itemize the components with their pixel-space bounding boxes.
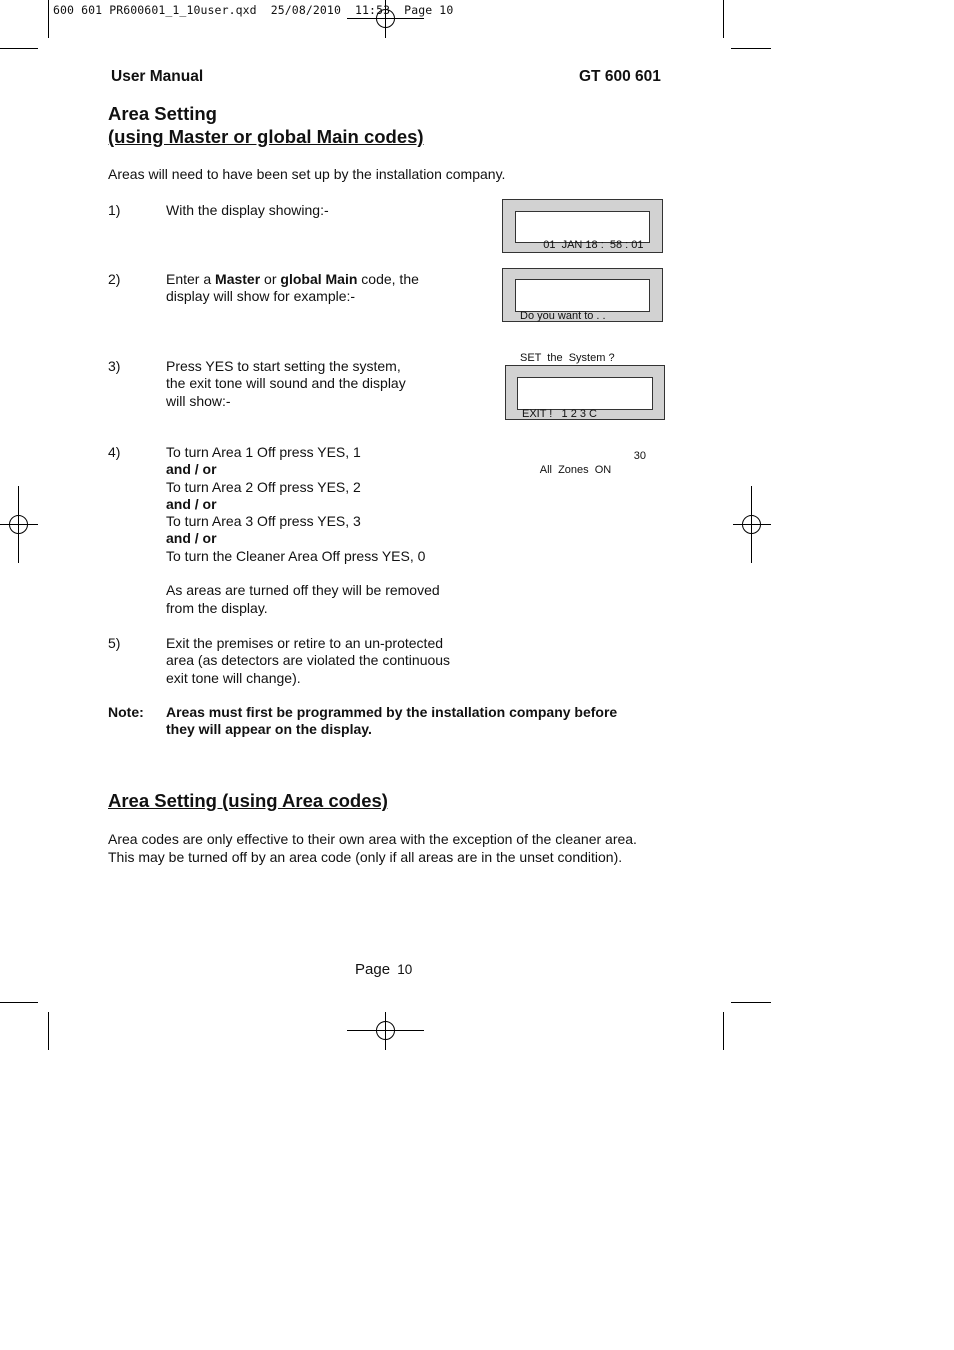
step-4-and-or: and / or	[166, 530, 217, 547]
step-5-text	[166, 635, 450, 687]
step-2-mid: or	[260, 271, 281, 287]
note-label: Note:	[108, 704, 144, 720]
display-3-line2-right: 30	[633, 450, 646, 462]
step-4-number: 4)	[108, 444, 121, 460]
page-label: Page	[355, 961, 391, 978]
section2-title: Area Setting (using Area codes)	[108, 790, 388, 811]
step-4-text	[166, 444, 440, 617]
step-2-pre: Enter a	[166, 271, 216, 287]
section2-body	[108, 831, 637, 866]
step-4-spacer	[166, 565, 440, 582]
section2-line: Area codes are only effective to their own area with the exception of the cleaner area.	[108, 831, 637, 847]
step-2-text	[166, 271, 419, 306]
step-2-bold-master: Master	[215, 271, 261, 287]
step-1-text: With the display showing:-	[166, 202, 329, 218]
display-2-line2: SET the System ?	[520, 352, 615, 364]
section1-title-line1: Area Setting	[108, 103, 217, 124]
header-right: GT 600 601	[579, 68, 661, 85]
step-5-line: area (as detectors are violated the continuous	[166, 652, 451, 669]
step-4-line: To turn the Cleaner Area Off press YES, 0	[166, 547, 426, 564]
display-1-line1: 01 JAN 18 : 58 : 01	[543, 239, 644, 251]
step-4-line: from the display.	[166, 599, 268, 616]
file-slug: 600 601 PR600601_1_10user.qxd 25/08/2010 11:53 Page 10	[53, 3, 454, 17]
step-4-line: To turn Area 3 Off press YES, 3	[166, 513, 361, 530]
step-2-bold-global-main: global Main	[280, 271, 358, 287]
note-line: they will appear on the display.	[166, 721, 372, 738]
display-3-line2-left: All Zones ON	[539, 464, 612, 476]
step-4-line: To turn Area 2 Off press YES, 2	[166, 478, 361, 495]
display-3-line1: EXIT ! 1 2 3 C	[522, 408, 597, 420]
section2-line: This may be turned off by an area code (only if all areas are in the unset condition).	[108, 848, 623, 865]
section1-title	[108, 102, 424, 148]
step-5-line: Exit the premises or retire to an un-protected	[166, 635, 444, 651]
header-left: User Manual	[111, 68, 204, 85]
display-1-screen	[515, 211, 650, 251]
display-1	[502, 199, 663, 253]
step-4-line: As areas are turned off they will be removed	[166, 582, 440, 599]
step-2-number: 2)	[108, 271, 121, 287]
step-3-text	[166, 358, 406, 410]
step-2-line2: display will show for example:-	[166, 288, 356, 305]
section1-intro: Areas will need to have been set up by the installation company.	[108, 166, 506, 182]
step-5-number: 5)	[108, 635, 121, 651]
step-2-post: code, the	[357, 271, 419, 287]
note-line: Areas must first be programmed by the installation company before	[166, 704, 618, 720]
step-3-line: the exit tone will sound and the display	[166, 375, 406, 392]
step-3-number: 3)	[108, 358, 121, 374]
display-2	[502, 268, 663, 364]
section1-title-line2: (using Master or global Main codes)	[108, 126, 424, 147]
step-4-and-or: and / or	[166, 461, 217, 478]
page-number: 10	[397, 962, 413, 977]
note-text	[166, 704, 617, 739]
step-4-line: To turn Area 1 Off press YES, 1	[166, 444, 361, 460]
page-footer	[355, 961, 412, 978]
step-1-number: 1)	[108, 202, 121, 218]
step-5-line: exit tone will change).	[166, 669, 301, 686]
display-2-screen	[515, 279, 650, 364]
step-3-line: Press YES to start setting the system,	[166, 358, 401, 374]
display-3	[505, 365, 665, 476]
display-3-screen	[517, 377, 653, 476]
step-3-line: will show:-	[166, 392, 231, 409]
display-2-line1: Do you want to . .	[520, 310, 606, 322]
step-4-and-or: and / or	[166, 495, 217, 512]
